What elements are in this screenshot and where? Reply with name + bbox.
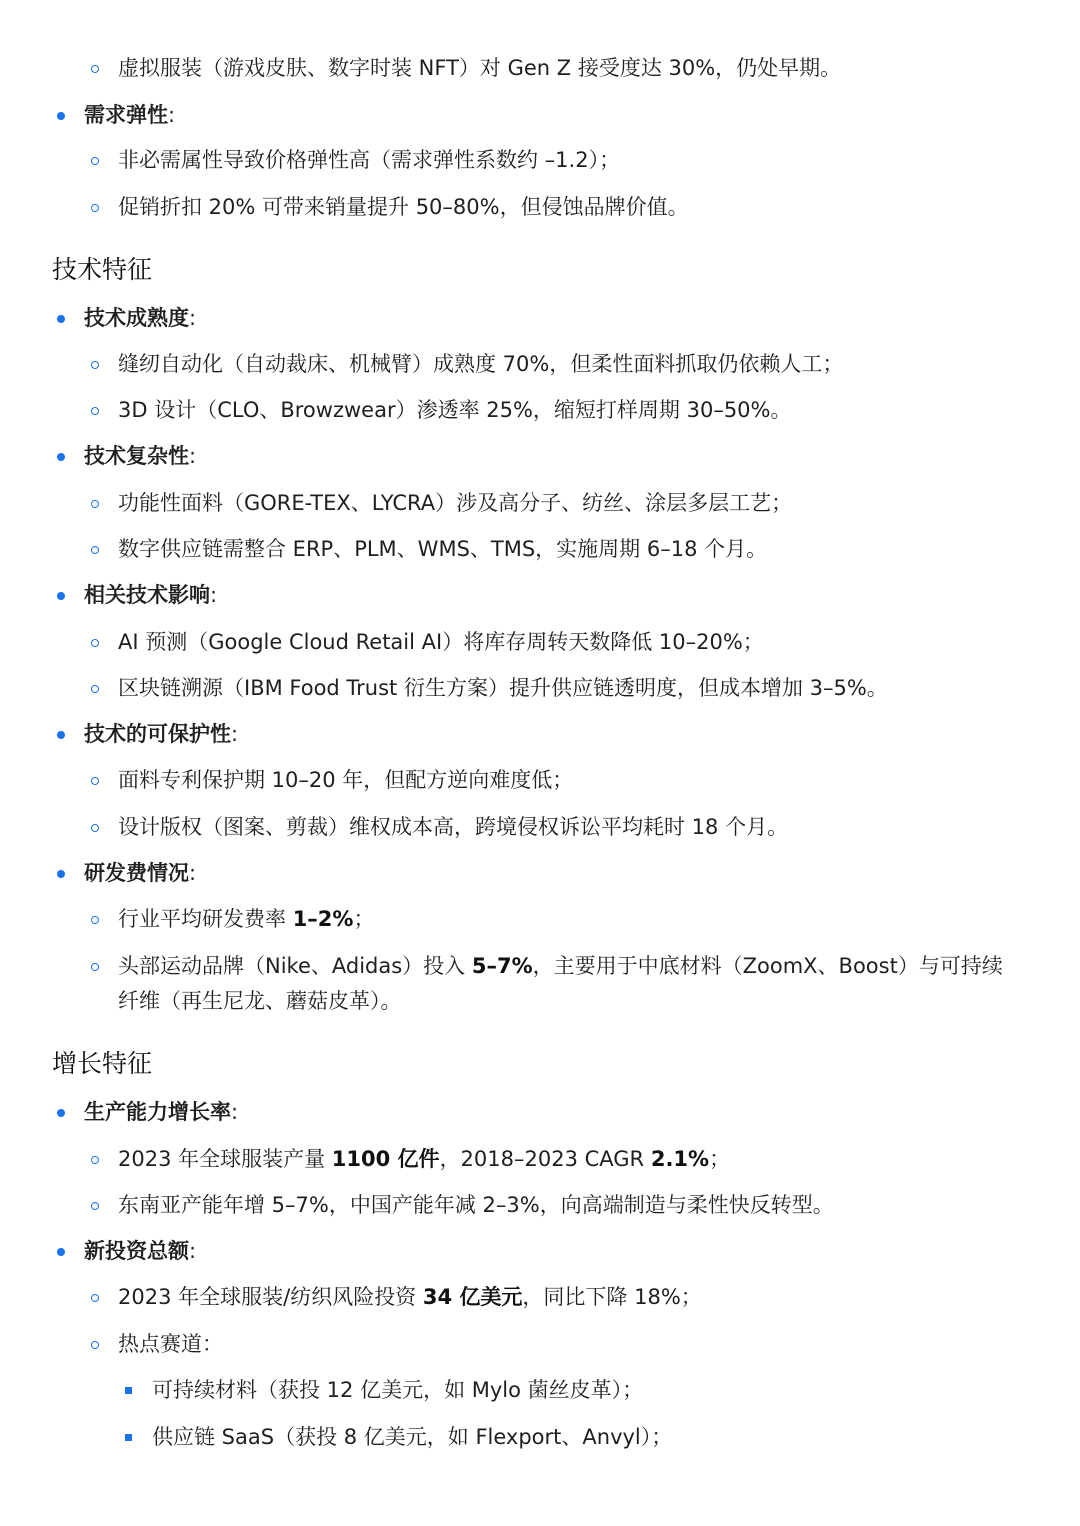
list-item: 数字供应链需整合 ERP、PLM、WMS、TMS，实施周期 6–18 个月。	[118, 537, 768, 561]
list-item: 行业平均研发费率 1–2%；	[118, 907, 375, 931]
list-item: 虚拟服装（游戏皮肤、数字时装 NFT）对 Gen Z 接受度达 30%，仍处早期。	[118, 56, 842, 80]
bullet-icon	[57, 1109, 65, 1117]
list-item: 3D 设计（CLO、Browzwear）渗透率 25%，缩短打样周期 30–50%。	[118, 398, 792, 422]
square-bullet-icon	[125, 1434, 132, 1441]
list-item: 面料专利保护期 10–20 年，但配方逆向难度低；	[118, 768, 574, 792]
list-item-heading: 需求弹性:	[84, 103, 176, 127]
hollow-bullet-icon	[91, 1294, 99, 1302]
list-item: 头部运动品牌（Nike、Adidas）投入 5–7%，主要用于中底材料（ZoomX、Boost）与可持续	[118, 954, 1003, 978]
hollow-bullet-icon	[91, 361, 99, 369]
list-item: 2023 年全球服装/纺织风险投资 34 亿美元，同比下降 18%；	[118, 1285, 702, 1309]
bullet-icon	[57, 453, 65, 461]
hollow-bullet-icon	[91, 639, 99, 647]
hollow-bullet-icon	[91, 824, 99, 832]
hollow-bullet-icon	[91, 1156, 99, 1164]
hollow-bullet-icon	[91, 777, 99, 785]
list-item: 促销折扣 20% 可带来销量提升 50–80%，但侵蚀品牌价值。	[118, 195, 689, 219]
list-item-heading: 相关技术影响:	[84, 583, 218, 607]
hollow-bullet-icon	[91, 65, 99, 73]
hollow-bullet-icon	[91, 157, 99, 165]
list-item: 非必需属性导致价格弹性高（需求弹性系数约 –1.2）；	[118, 148, 621, 172]
hollow-bullet-icon	[91, 685, 99, 693]
hollow-bullet-icon	[91, 204, 99, 212]
square-bullet-icon	[125, 1387, 132, 1394]
hollow-bullet-icon	[91, 500, 99, 508]
hollow-bullet-icon	[91, 1341, 99, 1349]
bullet-icon	[57, 592, 65, 600]
bullet-icon	[57, 112, 65, 120]
list-item: 2023 年全球服装产量 1100 亿件，2018–2023 CAGR 2.1%；	[118, 1147, 731, 1171]
list-item: AI 预测（Google Cloud Retail AI）将库存周转天数降低 10–20%；	[118, 630, 764, 654]
bullet-icon	[57, 315, 65, 323]
list-item: 设计版权（图案、剪裁）维权成本高，跨境侵权诉讼平均耗时 18 个月。	[118, 815, 789, 839]
section-heading: 增长特征	[52, 1049, 153, 1078]
list-item-continuation: 纤维（再生尼龙、蘑菇皮革）。	[118, 989, 402, 1013]
list-item: 区块链溯源（IBM Food Trust 衍生方案）提升供应链透明度，但成本增加 3–5%。	[118, 676, 888, 700]
hollow-bullet-icon	[91, 916, 99, 924]
list-item-heading: 技术成熟度:	[84, 306, 197, 330]
hollow-bullet-icon	[91, 1202, 99, 1210]
bullet-icon	[57, 731, 65, 739]
hollow-bullet-icon	[91, 546, 99, 554]
list-item: 缝纫自动化（自动裁床、机械臂）成熟度 70%，但柔性面料抓取仍依赖人工；	[118, 352, 844, 376]
hollow-bullet-icon	[91, 407, 99, 415]
list-item-heading: 研发费情况:	[84, 861, 197, 885]
list-item: 热点赛道：	[118, 1332, 223, 1356]
list-item: 供应链 SaaS（获投 8 亿美元，如 Flexport、Anvyl）；	[152, 1425, 673, 1449]
bullet-icon	[57, 1248, 65, 1256]
list-item: 东南亚产能年增 5–7%，中国产能年减 2–3%，向高端制造与柔性快反转型。	[118, 1193, 834, 1217]
list-item-heading: 技术的可保护性:	[84, 722, 239, 746]
hollow-bullet-icon	[91, 963, 99, 971]
list-item: 功能性面料（GORE-TEX、LYCRA）涉及高分子、纺丝、涂层多层工艺；	[118, 491, 793, 515]
list-item-heading: 技术复杂性:	[84, 444, 197, 468]
list-item-heading: 新投资总额:	[84, 1239, 197, 1263]
list-item: 可持续材料（获投 12 亿美元，如 Mylo 菌丝皮革）；	[152, 1378, 644, 1402]
bullet-icon	[57, 870, 65, 878]
section-heading: 技术特征	[52, 255, 153, 284]
list-item-heading: 生产能力增长率:	[84, 1100, 239, 1124]
